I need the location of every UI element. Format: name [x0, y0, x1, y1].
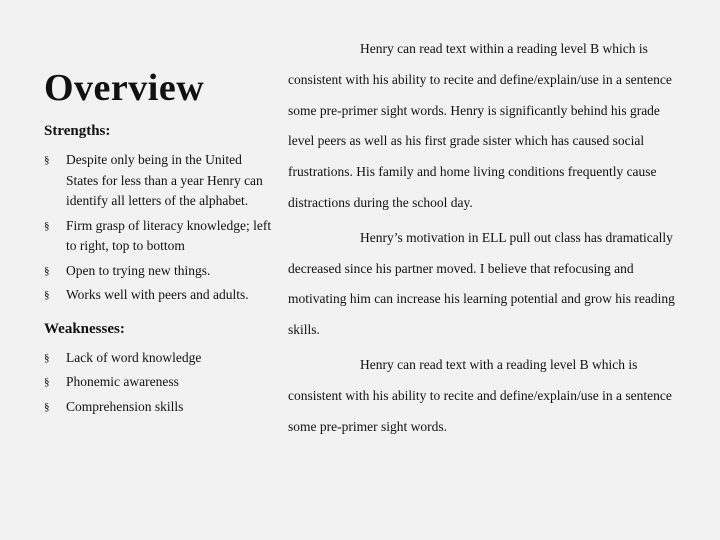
- strength-text: Despite only being in the United States for less than a year Henry can identify all letters of the alphabet.: [66, 152, 263, 208]
- bullet-icon: §: [44, 219, 50, 232]
- strength-item: [44, 261, 274, 282]
- weakness-text: Comprehension skills: [66, 398, 184, 414]
- narrative-paragraph: Henry can read text within a reading level B which is consistent with his ability to recite and define/explain/use in a sentence some pre-primer sight words. Henry is significantly behind his grade level peers as well as his first grade sister which has caused social frustrations. His family and home living conditions frequently cause distractions during the school day.: [288, 41, 672, 210]
- strengths-heading: Strengths:: [44, 123, 111, 139]
- strength-item: [44, 285, 274, 306]
- bullet-icon: §: [44, 400, 50, 413]
- slide-title: Overview: [44, 67, 205, 109]
- narrative-panel: [288, 34, 688, 446]
- strengths-list: [44, 150, 274, 306]
- strength-text: Works well with peers and adults.: [66, 287, 249, 302]
- bullet-icon: §: [44, 154, 50, 166]
- bullet-icon: §: [44, 376, 50, 388]
- overview-panel: [44, 64, 274, 421]
- strength-item: [44, 216, 274, 257]
- bullet-icon: §: [44, 264, 50, 277]
- narrative-paragraph: Henry can read text with a reading level B which is consistent with his ability to recite and define/explain/use in a sentence some pre-primer sight words.: [288, 356, 672, 434]
- strength-item: [44, 150, 274, 212]
- weakness-text: Phonemic awareness: [66, 374, 179, 389]
- weakness-item: [44, 397, 274, 418]
- weakness-text: Lack of word knowledge: [66, 349, 202, 365]
- strength-text: Firm grasp of literacy knowledge; left to right, top to bottom: [66, 217, 272, 253]
- weakness-item: [44, 348, 274, 369]
- weaknesses-heading: Weaknesses:: [44, 320, 125, 337]
- strength-text: Open to trying new things.: [66, 262, 211, 278]
- narrative-paragraph: Henry’s motivation in ELL pull out class has dramatically decreased since his partner moved. I believe that refocusing and motivating him can increase his learning potential and grow his reading skills.: [288, 229, 675, 338]
- bullet-icon: §: [44, 289, 50, 301]
- weakness-item: [44, 372, 274, 393]
- bullet-icon: §: [44, 351, 50, 364]
- weaknesses-list: [44, 348, 274, 418]
